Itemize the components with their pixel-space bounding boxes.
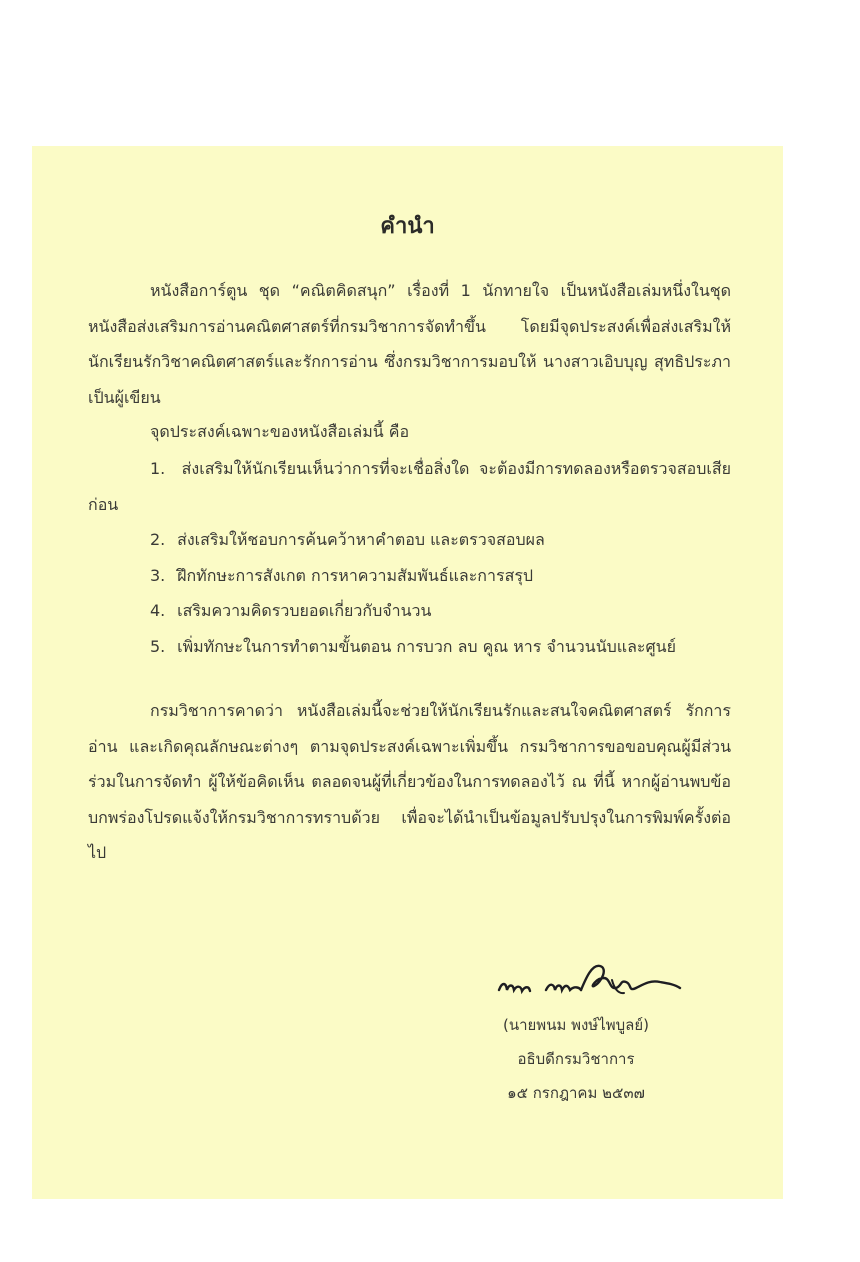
list-item: 5. เพิ่มทักษะในการทำตามขั้นตอน การบวก ลบ คูณ หาร จำนวนนับและศูนย์ xyxy=(150,636,676,656)
page-title: คำนำ xyxy=(380,214,435,239)
page-paper xyxy=(32,146,783,1199)
signatory-name: (นายพนม พงษ์ไพบูลย์) xyxy=(502,1016,649,1034)
objectives-list xyxy=(88,451,731,664)
intro-paragraph: หนังสือการ์ตูน ชุด “คณิตคิดสนุก” เรื่องที่ 1 นักทายใจ เป็นหนังสือเล่มหนึ่งในชุดหนังสือส่งเสริมการอ่านคณิตศาสตร์ที่กรมวิชาการจัดทำขึ้น โดยมีจุดประสงค์เพื่อส่งเสริมให้นักเรียนรักวิชาคณิตศาสตร์และรักการอ่าน ซึ่งกรมวิชาการมอบให้ นางสาวเอิบบุญ สุทธิประภา เป็นผู้เขียน xyxy=(88,281,731,407)
list-item: 4. เสริมความคิดรวบยอดเกี่ยวกับจำนวน xyxy=(150,601,432,620)
signature-date: ๑๕ กรกฎาคม ๒๕๓๗ xyxy=(507,1084,645,1102)
list-item: 3. ฝึกทักษะการสังเกต การหาความสัมพันธ์และการสรุป xyxy=(150,565,534,585)
handwritten-signature xyxy=(494,960,684,1002)
list-item: 2. ส่งเสริมให้ชอบการค้นคว้าหาคำตอบ และตรวจสอบผล xyxy=(150,530,545,549)
objectives-heading: จุดประสงค์เฉพาะของหนังสือเล่มนี้ คือ xyxy=(150,422,410,441)
signature-block xyxy=(436,1008,716,1110)
closing-paragraph: กรมวิชาการคาดว่า หนังสือเล่มนี้จะช่วยให้นักเรียนรักและสนใจคณิตศาสตร์ รักการอ่าน และเกิดคุณลักษณะต่างๆ ตามจุดประสงค์เฉพาะเพิ่มขึ้น กรมวิชาการขอขอบคุณผู้มีส่วนร่วมในการจัดทำ ผู้ให้ข้อคิดเห็น ตลอดจนผู้ที่เกี่ยวข้องในการทดลองไว้ ณ ที่นี้ หากผู้อ่านพบข้อบกพร่องโปรดแจ้งให้กรมวิชาการทราบด้วย เพื่อจะได้นำเป็นข้อมูลปรับปรุงในการพิมพ์ครั้งต่อไป xyxy=(88,701,731,862)
signatory-position: อธิบดีกรมวิชาการ xyxy=(517,1050,635,1068)
list-item: 1. ส่งเสริมให้นักเรียนเห็นว่าการที่จะเชื่อสิ่งใด จะต้องมีการทดลองหรือตรวจสอบเสียก่อน xyxy=(88,459,731,514)
